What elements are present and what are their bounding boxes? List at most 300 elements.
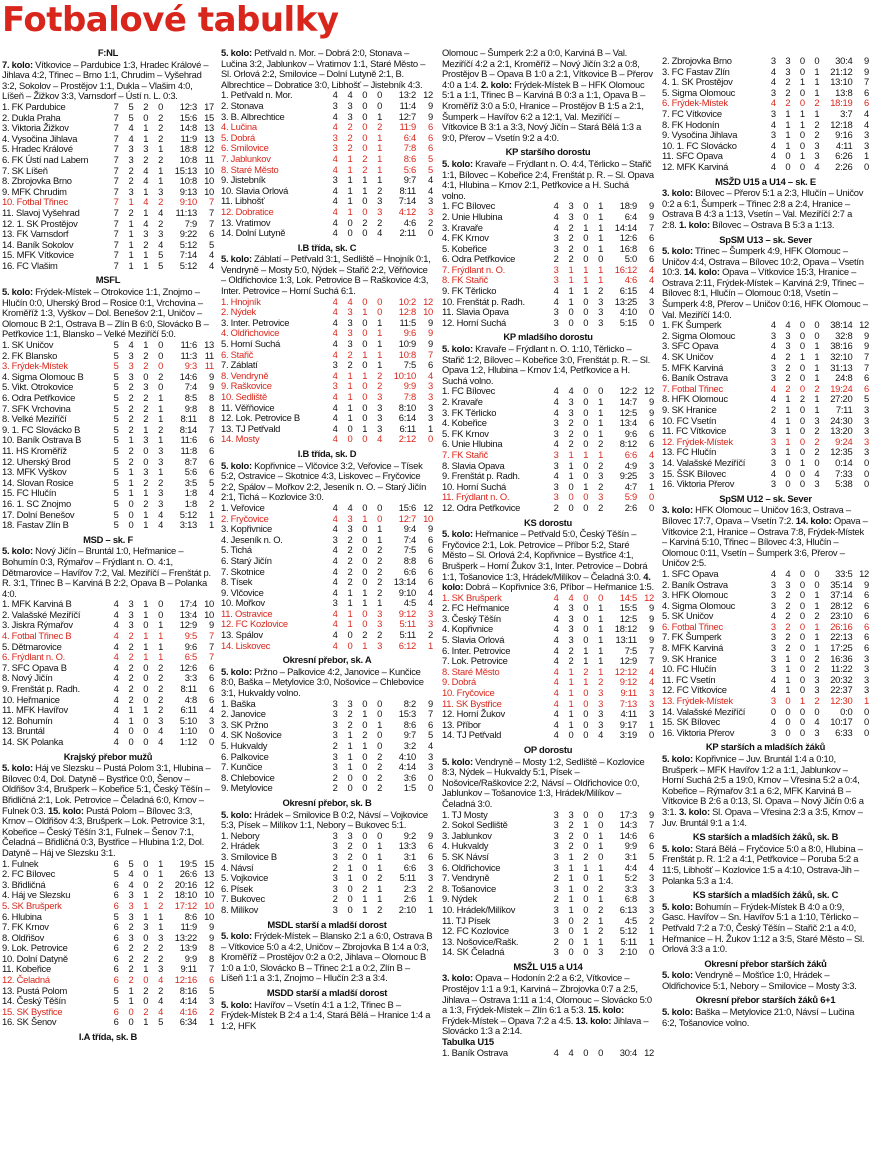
stat-cell: 0 bbox=[568, 935, 574, 947]
stat-cell: 14:3 bbox=[619, 819, 637, 831]
stat-cell: 7:14 bbox=[398, 195, 416, 207]
stat-cell: 3 bbox=[143, 921, 149, 933]
stat-cell: 5 bbox=[113, 487, 119, 499]
stat-cell: 4 bbox=[770, 610, 776, 622]
stat-cell: 3 bbox=[553, 480, 559, 492]
stat-cell: 3 bbox=[864, 425, 869, 437]
stat-cell: 0 bbox=[583, 591, 589, 603]
team-name: 7. Lok. Petrovice bbox=[442, 655, 508, 667]
stat-cell: 2 bbox=[598, 459, 604, 471]
stat-cell: 2 bbox=[785, 599, 791, 611]
stat-cell: 8:6 bbox=[403, 718, 416, 730]
team-name: 16. 1. SC Znojmo bbox=[2, 497, 71, 509]
results-paragraph: 5. kolo: Heřmanice – Petřvald 5:0, Český Těšín – Fryčovice 2:1, Lok. Petrovice – Příbor 5:2, Staré Město – Sl. Orlová 2:4, Kopřivnice – Bystřice 4:1, Brušperk – Horní Žukov 3:1, Inter. Petrovice – Dobrá 1:1, Tošanovice 1:3, Hrádek/Milíkov – Čeladná 3:0. 4. kolo: Dobrá – Kopřivnice 3:6, Příbor – Heřmanice 1:5. bbox=[442, 528, 654, 593]
team-name: 14. TJ Petřvald bbox=[442, 729, 502, 741]
stat-cell: 2 bbox=[128, 952, 134, 964]
stat-cell: 2 bbox=[128, 672, 134, 684]
stat-cell: 1 bbox=[347, 740, 353, 751]
team-name: 2. Stonava bbox=[221, 99, 264, 111]
stat-cell: 2 bbox=[158, 942, 164, 954]
stat-cell: 2 bbox=[143, 984, 149, 996]
stat-cell: 12:3 bbox=[179, 100, 197, 112]
stat-cell: 12:5 bbox=[619, 406, 637, 418]
stat-cell: 5 bbox=[113, 434, 119, 446]
stat-cell: 7:8 bbox=[403, 391, 416, 402]
stat-cell: 9 bbox=[209, 381, 214, 393]
stat-cell: 1 bbox=[814, 589, 820, 601]
stat-cell: 10 bbox=[204, 175, 214, 187]
team-name: 7. FK Stařič bbox=[442, 448, 488, 460]
team-name: 10. Dolní Datyně bbox=[2, 952, 68, 964]
stat-cell: 3 bbox=[649, 893, 654, 905]
stat-cell: 2 bbox=[428, 629, 433, 641]
stat-cell: 4 bbox=[209, 487, 214, 499]
stat-cell: 2 bbox=[158, 984, 164, 996]
team-name: 2. FC Heřmanice bbox=[442, 602, 510, 614]
stat-cell: 0 bbox=[143, 995, 149, 1007]
stat-cell: 11:9 bbox=[399, 121, 416, 133]
stat-cell: 11:6 bbox=[180, 434, 197, 446]
team-name: 12. FC Vítkovice bbox=[662, 684, 727, 696]
stat-cell: 2 bbox=[128, 175, 134, 187]
stat-cell: 9 bbox=[209, 619, 214, 631]
stat-cell: 0 bbox=[799, 642, 805, 654]
team-name: 2. Dukla Praha bbox=[2, 111, 61, 123]
stat-cell: 4 bbox=[553, 708, 559, 720]
stat-cell: 2 bbox=[814, 118, 820, 130]
stat-cell: 1:12 bbox=[179, 736, 197, 747]
results-paragraph: 5. kolo: Vendryně – Mošťice 1:0, Hrádek – Oldřichovice 5:1, Nebory – Smilovice – Mosty 3:3. bbox=[662, 969, 857, 991]
stat-cell: 0 bbox=[583, 427, 589, 439]
stat-cell: 3:5 bbox=[184, 476, 197, 488]
stat-cell: 15 bbox=[204, 857, 214, 869]
stat-cell: 6 bbox=[113, 899, 119, 911]
stat-cell: 0 bbox=[583, 882, 589, 894]
stat-cell: 3 bbox=[649, 459, 654, 471]
stat-cell: 0 bbox=[377, 89, 383, 101]
stat-cell: 4 bbox=[332, 565, 338, 577]
stat-cell: 1 bbox=[785, 139, 791, 151]
stat-cell: 2 bbox=[158, 217, 164, 229]
stat-cell: 1:8 bbox=[184, 497, 197, 509]
team-name: 13. FK Varnsdorf bbox=[2, 228, 69, 240]
stat-cell: 1 bbox=[143, 423, 149, 435]
stat-cell: 2:6 bbox=[403, 893, 416, 905]
stat-cell: 1 bbox=[143, 889, 149, 901]
stat-cell: 0 bbox=[428, 782, 433, 794]
stat-cell: 1 bbox=[598, 623, 604, 635]
stat-cell: 2 bbox=[158, 899, 164, 911]
stat-cell: 4:5 bbox=[403, 597, 416, 609]
stat-cell: 0 bbox=[864, 726, 869, 738]
team-name: 3. Smilovice B bbox=[221, 850, 277, 862]
table-row bbox=[442, 397, 654, 408]
stat-cell: 0 bbox=[362, 99, 368, 111]
stat-cell: 2 bbox=[347, 533, 353, 545]
stat-cell: 5:11 bbox=[399, 629, 416, 641]
stat-cell: 6 bbox=[649, 253, 654, 265]
standings-table bbox=[221, 699, 433, 794]
stat-cell: 2 bbox=[128, 661, 134, 673]
stat-cell: 0 bbox=[583, 893, 589, 905]
stat-cell: 0 bbox=[785, 705, 791, 717]
stat-cell: 9 bbox=[209, 921, 214, 933]
team-name: 12. Lok. Petrovice B bbox=[221, 412, 300, 424]
stat-cell: 2 bbox=[128, 921, 134, 933]
stat-cell: 1 bbox=[864, 695, 869, 707]
team-name: 6. Fotbal Třinec bbox=[662, 620, 723, 632]
stat-cell: 1 bbox=[362, 597, 368, 609]
stat-cell: 2 bbox=[568, 819, 574, 831]
stat-cell: 6:11 bbox=[180, 704, 197, 716]
team-name: 16. Viktoria Přerov bbox=[662, 478, 735, 490]
stat-cell: 12:7 bbox=[398, 110, 416, 122]
stat-cell: 6:6 bbox=[403, 565, 416, 577]
stat-cell: 5:12 bbox=[179, 238, 197, 250]
stat-cell: 4 bbox=[553, 470, 559, 482]
team-name: 4. Sigma Olomouc B bbox=[2, 370, 84, 382]
stat-cell: 3 bbox=[332, 761, 338, 773]
stat-cell: 3 bbox=[785, 340, 791, 352]
stat-cell: 1 bbox=[158, 143, 164, 155]
stat-cell: 4:5 bbox=[624, 914, 637, 926]
stat-cell: 0 bbox=[814, 56, 820, 66]
stat-cell: 1 bbox=[128, 217, 134, 229]
stat-cell: 5 bbox=[113, 360, 119, 372]
stat-cell: 1 bbox=[799, 351, 805, 363]
team-name: 4. Hukvaldy bbox=[442, 840, 489, 852]
stat-cell: 1 bbox=[799, 76, 805, 88]
stat-cell: 2 bbox=[785, 642, 791, 654]
stat-cell: 1 bbox=[347, 750, 353, 762]
stat-cell: 3 bbox=[553, 882, 559, 894]
stat-cell: 0 bbox=[158, 349, 164, 361]
stat-cell: 3 bbox=[377, 195, 383, 207]
stat-cell: 5 bbox=[113, 392, 119, 403]
stat-cell: 4 bbox=[209, 704, 214, 716]
stat-cell: 7 bbox=[209, 651, 214, 663]
stat-cell: 5 bbox=[428, 163, 433, 175]
stat-cell: 1 bbox=[568, 274, 574, 286]
team-name: 10. FC Hlučín bbox=[662, 663, 717, 675]
stat-cell: 4 bbox=[553, 644, 559, 656]
team-name: 11. Ostravice bbox=[221, 607, 273, 619]
stat-cell: 0 bbox=[362, 718, 368, 730]
stat-cell: 10:2 bbox=[398, 295, 416, 307]
stat-cell: 4 bbox=[332, 306, 338, 318]
stat-cell: 4 bbox=[553, 406, 559, 418]
results-paragraph: 7. kolo: Vítkovice – Pardubice 1:3, Hradec Králové – Jihlava 4:2, Třinec – Brno 1:1, Chrudim – Vyšehrad 3:2, Sokolov – Prostějov 1:1, Dukla – Vlašim 4:0, Líšeň – Žižkov 3:3, Varnsdorf – Ústí n. L. 0:3. bbox=[2, 58, 209, 102]
team-name: 12. Horní Žukov bbox=[442, 708, 505, 720]
stat-cell: 4 bbox=[649, 263, 654, 275]
stat-cell: 2 bbox=[377, 216, 383, 228]
stat-cell: 4 bbox=[770, 319, 776, 331]
team-name: 13. MFK Vyškov bbox=[2, 466, 67, 478]
stat-cell: 0 bbox=[583, 840, 589, 852]
stat-cell: 0 bbox=[799, 673, 805, 685]
stat-cell: 3 bbox=[864, 663, 869, 675]
stat-cell: 4 bbox=[158, 725, 164, 737]
stat-cell: 15:3 bbox=[398, 708, 416, 720]
stat-cell: 0 bbox=[143, 714, 149, 726]
stat-cell: 2 bbox=[814, 425, 820, 437]
stat-cell: 3 bbox=[770, 620, 776, 632]
results-paragraph: 5. kolo: Kopřivnice – Vlčovice 3:2, Veřovice – Tísek 5:2, Ostravice – Skotnice 4:3, Liskovec – Fryčovice 2:2, Spálov – Mořkov 2:2, Jeseník n. O. – Starý Jičín 2:1, Tichá – Kozlovice 3:0. bbox=[221, 459, 427, 503]
stat-cell: 1 bbox=[568, 882, 574, 894]
stat-cell: 4 bbox=[553, 602, 559, 614]
stat-cell: 16:12 bbox=[614, 263, 637, 275]
stat-cell: 1 bbox=[362, 306, 368, 318]
section-heading: MSDL starší a mladší dorost bbox=[267, 918, 387, 930]
stat-cell: 1 bbox=[568, 448, 574, 460]
stat-cell: 6 bbox=[428, 554, 433, 566]
team-name: 7. Bukovec bbox=[221, 893, 265, 905]
stat-cell: 2 bbox=[347, 565, 353, 577]
stat-cell: 2 bbox=[568, 644, 574, 656]
stat-cell: 2 bbox=[347, 576, 353, 588]
stat-cell: 4 bbox=[332, 89, 338, 101]
stat-cell: 5 bbox=[113, 413, 119, 425]
team-name: 10. Sedliště bbox=[221, 391, 267, 402]
section-heading: MSFL bbox=[95, 274, 121, 286]
stat-cell: 3 bbox=[770, 86, 776, 98]
stat-cell: 2 bbox=[347, 359, 353, 371]
stat-cell: 0 bbox=[598, 1046, 604, 1058]
stat-cell: 3 bbox=[428, 618, 433, 630]
stat-cell: 3 bbox=[332, 729, 338, 741]
stat-cell: 2 bbox=[347, 718, 353, 730]
stat-cell: 2 bbox=[158, 889, 164, 901]
stat-cell: 3 bbox=[568, 623, 574, 635]
stat-cell: 0 bbox=[347, 216, 353, 228]
stat-cell: 4 bbox=[158, 238, 164, 250]
stat-cell: 0 bbox=[347, 433, 353, 445]
table-row bbox=[2, 901, 214, 912]
results-paragraph: 5. kolo: Havířov – Vsetín 4:1 a 1:2, Třinec B – Frýdek-Místek B 2:4 a 1:4, Stará Bělá – Hranice 1:4 a 1:2, HFK bbox=[221, 998, 431, 1031]
stat-cell: 9:12 bbox=[619, 676, 637, 688]
stat-cell: 1 bbox=[598, 200, 604, 212]
stat-cell: 1 bbox=[377, 523, 383, 535]
stat-cell: 0 bbox=[347, 771, 353, 783]
stat-cell: 3 bbox=[553, 316, 559, 328]
team-name: 4. Vysočina Jihlava bbox=[2, 132, 78, 144]
standings-table bbox=[2, 859, 214, 1029]
stat-cell: 1 bbox=[583, 448, 589, 460]
stat-cell: 1 bbox=[362, 512, 368, 524]
stat-cell: 0 bbox=[649, 316, 654, 328]
stat-cell: 1 bbox=[209, 519, 214, 531]
stat-cell: 1 bbox=[377, 850, 383, 862]
stat-cell: 3 bbox=[158, 497, 164, 509]
stat-cell: 3 bbox=[332, 380, 338, 392]
stat-cell: 3:19 bbox=[619, 729, 637, 741]
stat-cell: 1 bbox=[347, 729, 353, 741]
stat-cell: 9:16 bbox=[835, 129, 853, 141]
stat-cell: 4 bbox=[332, 554, 338, 566]
stat-cell: 2:26 bbox=[835, 160, 853, 172]
stat-cell: 9:12 bbox=[398, 607, 416, 619]
stat-cell: 1 bbox=[598, 602, 604, 614]
stat-cell: 2:6 bbox=[624, 501, 637, 513]
stat-cell: 3 bbox=[553, 232, 559, 244]
stat-cell: 8:6 bbox=[403, 152, 416, 164]
stat-cell: 0 bbox=[799, 716, 805, 728]
stat-cell: 4 bbox=[158, 519, 164, 531]
stat-cell: 5:12 bbox=[179, 508, 197, 520]
stat-cell: 2 bbox=[799, 393, 805, 405]
stat-cell: 3 bbox=[770, 589, 776, 601]
stat-cell: 1 bbox=[785, 663, 791, 675]
stat-cell: 11 bbox=[204, 349, 214, 361]
stat-cell: 3 bbox=[770, 578, 776, 590]
stat-cell: 0 bbox=[128, 497, 134, 509]
team-name: 12. Odra Petřkovice bbox=[442, 501, 521, 513]
stat-cell: 2 bbox=[362, 216, 368, 228]
stat-cell: 1 bbox=[568, 850, 574, 862]
stat-cell: 6 bbox=[428, 544, 433, 556]
stat-cell: 3:6 bbox=[403, 771, 416, 783]
stat-cell: 1 bbox=[347, 761, 353, 773]
stat-cell: 3 bbox=[347, 829, 353, 841]
stat-cell: 2 bbox=[785, 589, 791, 601]
results-paragraph: Olomouc – Šumperk 2:2 a 0:0, Karviná B – Val. Meziříčí 4:2 a 2:1, Kroměříž – Nový Jičín 3:2 a 0:8, Prostějov B – Opava B 1:0 a 2:1, Vítkovice B – Přerov 4:0 a 1:4. 2. kolo: Frýdek-Místek B – HFK Olomouc 5:1 a 1:1, Třinec B – Karviná B 0:3 a 1:1, Opava B – Kroměříž 3:0 a 5:0, Hranice – Prostějov B 1:5 a 2:1, Šumperk – Havířov 6:2 a 12:1, Val. Meziříčí – Vítkovice B 3:1 a 3:3, Nový Jičín – Stará Bělá 1:3 a 9:0, Přerov – Vsetín 9:2 a 4:0. bbox=[442, 48, 653, 143]
stat-cell: 1 bbox=[347, 163, 353, 175]
stat-cell: 3 bbox=[649, 882, 654, 894]
stat-cell: 10:10 bbox=[393, 369, 416, 381]
stat-cell: 6 bbox=[209, 434, 214, 446]
stat-cell: 8:6 bbox=[184, 910, 197, 922]
stat-cell: 0 bbox=[598, 850, 604, 862]
stat-cell: 2 bbox=[568, 829, 574, 841]
results-paragraph: Tabulka U15 bbox=[442, 1036, 494, 1048]
stat-cell: 3 bbox=[158, 444, 164, 456]
stat-cell: 2 bbox=[128, 413, 134, 425]
stat-cell: 2 bbox=[377, 121, 383, 133]
stat-cell: 0 bbox=[864, 705, 869, 717]
stat-cell: 0 bbox=[649, 729, 654, 741]
stat-cell: 4 bbox=[770, 65, 776, 77]
team-name: 14. Slovan Rosice bbox=[2, 476, 74, 488]
team-name: 8. Staré Město bbox=[221, 163, 279, 175]
team-name: 15. ŠSK Bílovec bbox=[662, 467, 726, 479]
team-name: 4. SK Uničov bbox=[662, 351, 714, 363]
team-name: 8. Zbrojovka Brno bbox=[2, 175, 72, 187]
stat-cell: 18:9 bbox=[619, 200, 637, 212]
stat-cell: 0 bbox=[583, 242, 589, 254]
stat-cell: 24:30 bbox=[830, 414, 853, 426]
stat-cell: 3 bbox=[785, 65, 791, 77]
stat-cell: 4 bbox=[770, 340, 776, 352]
team-name: 3. B. Albrechtice bbox=[221, 110, 285, 122]
team-name: 11. SK Bystřice bbox=[442, 697, 502, 709]
stat-cell: 3 bbox=[553, 861, 559, 873]
stat-cell: 4 bbox=[770, 467, 776, 479]
stat-cell: 3 bbox=[770, 456, 776, 468]
stat-cell: 3 bbox=[553, 903, 559, 915]
stat-cell: 6 bbox=[649, 840, 654, 852]
stat-cell: 0 bbox=[362, 338, 368, 350]
stat-cell: 6 bbox=[113, 921, 119, 933]
stat-cell: 1 bbox=[158, 640, 164, 652]
team-name: 3. Jablunkov bbox=[442, 829, 492, 841]
team-name: 2. FC Bílovec bbox=[2, 868, 56, 880]
stat-cell: 12:6 bbox=[179, 661, 197, 673]
stat-cell: 4 bbox=[553, 591, 559, 603]
stat-cell: 27:20 bbox=[830, 393, 853, 405]
stat-cell: 4 bbox=[332, 348, 338, 360]
standings-table bbox=[662, 320, 869, 490]
stat-cell: 2 bbox=[814, 652, 820, 664]
table-row bbox=[662, 405, 869, 416]
stat-cell: 4 bbox=[332, 422, 338, 434]
stat-cell: 1 bbox=[158, 630, 164, 642]
stat-cell: 3 bbox=[158, 931, 164, 943]
stat-cell: 0 bbox=[347, 882, 353, 894]
stat-cell: 0 bbox=[362, 607, 368, 619]
stat-cell: 1 bbox=[814, 631, 820, 643]
stat-cell: 4 bbox=[128, 878, 134, 890]
stat-cell: 1 bbox=[377, 718, 383, 730]
stat-cell: 6 bbox=[864, 631, 869, 643]
stat-cell: 1 bbox=[568, 893, 574, 905]
stat-cell: 3 bbox=[553, 840, 559, 852]
stat-cell: 3 bbox=[770, 425, 776, 437]
stat-cell: 1 bbox=[785, 652, 791, 664]
stat-cell: 3 bbox=[553, 850, 559, 862]
stat-cell: 3 bbox=[770, 652, 776, 664]
team-name: 6. Baník Ostrava bbox=[662, 372, 728, 384]
stat-cell: 31:13 bbox=[830, 361, 853, 373]
stat-cell: 7 bbox=[428, 708, 433, 720]
stat-cell: 1 bbox=[814, 642, 820, 654]
stat-cell: 1 bbox=[377, 338, 383, 350]
stat-cell: 0 bbox=[583, 491, 589, 503]
stat-cell: 12:5 bbox=[619, 612, 637, 624]
stat-cell: 1 bbox=[377, 327, 383, 339]
stat-cell: 9:24 bbox=[835, 435, 853, 447]
stat-cell: 0 bbox=[128, 1005, 134, 1017]
team-name: 16. SK Šenov bbox=[2, 1016, 57, 1028]
stat-cell: 0 bbox=[362, 391, 368, 402]
stat-cell: 9:3 bbox=[184, 360, 197, 372]
stat-cell: 1 bbox=[583, 221, 589, 233]
stat-cell: 4 bbox=[553, 623, 559, 635]
stat-cell: 10 bbox=[204, 608, 214, 620]
team-name: 9. Vysočina Jihlava bbox=[662, 129, 738, 141]
stat-cell: 1 bbox=[377, 882, 383, 894]
stat-cell: 3 bbox=[553, 808, 559, 820]
stat-cell: 4 bbox=[553, 676, 559, 688]
standings-table bbox=[442, 810, 654, 958]
stat-cell: 0 bbox=[799, 340, 805, 352]
stat-cell: 1 bbox=[158, 392, 164, 403]
stat-cell: 4 bbox=[128, 122, 134, 134]
stat-cell: 0 bbox=[583, 903, 589, 915]
team-name: 2. Sokol Sedliště bbox=[442, 819, 508, 831]
team-name: 9. FK Těrlicko bbox=[442, 285, 497, 297]
team-name: 8. Tošanovice bbox=[442, 882, 496, 894]
stat-cell: 22:37 bbox=[830, 684, 853, 696]
stat-cell: 2 bbox=[428, 216, 433, 228]
stat-cell: 0 bbox=[799, 578, 805, 590]
stat-cell: 2 bbox=[377, 544, 383, 556]
stat-cell: 0 bbox=[785, 456, 791, 468]
stat-cell: 3 bbox=[209, 714, 214, 726]
stat-cell: 3 bbox=[128, 349, 134, 361]
stat-cell: 3 bbox=[770, 129, 776, 141]
stat-cell: 1 bbox=[143, 598, 149, 610]
stat-cell: 0 bbox=[362, 110, 368, 122]
